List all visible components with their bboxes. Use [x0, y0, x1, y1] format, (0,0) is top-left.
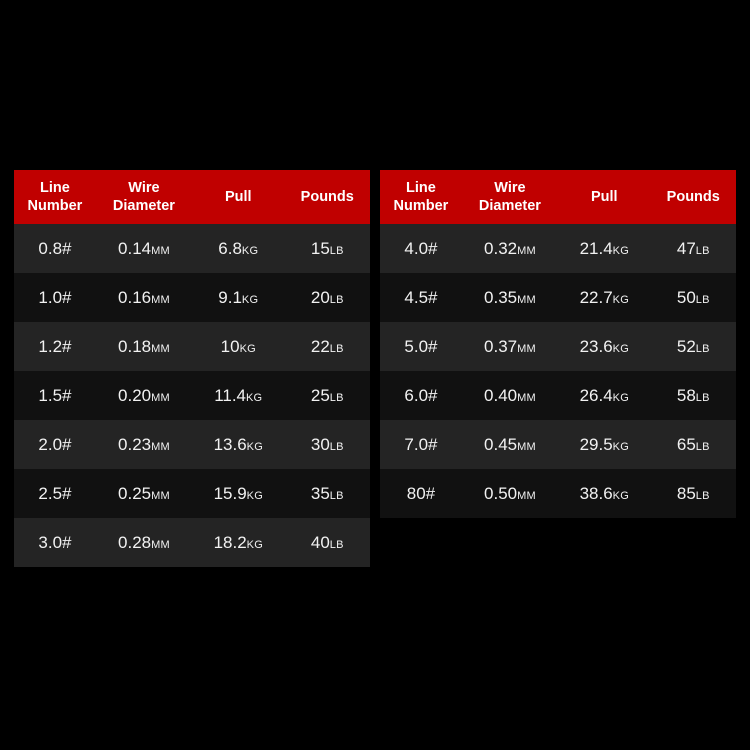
unit: MM	[517, 244, 536, 257]
unit: KG	[612, 244, 629, 257]
cell-pull	[192, 322, 285, 371]
cell-wire-diameter	[462, 273, 558, 322]
value: 52	[676, 336, 696, 356]
table-body-left	[14, 224, 370, 567]
value: 0.32	[484, 238, 518, 258]
value: 11.4	[214, 385, 247, 405]
value: 25	[310, 385, 330, 405]
value: 15.9	[213, 483, 247, 503]
cell-pounds	[285, 322, 370, 371]
table-row	[14, 273, 370, 322]
cell-line-number: 1.2#	[14, 322, 96, 371]
value: 0.45	[484, 434, 518, 454]
value: 20	[310, 287, 330, 307]
cell-pounds	[651, 224, 736, 273]
cell-line-number: 2.5#	[14, 469, 96, 518]
cell-wire-diameter	[96, 322, 192, 371]
unit: MM	[517, 391, 536, 404]
unit: KG	[612, 489, 629, 502]
cell-wire-diameter	[96, 518, 192, 567]
value: 0.25	[118, 483, 152, 503]
value: 0.40	[484, 385, 518, 405]
value: 35	[310, 483, 330, 503]
unit: LB	[329, 342, 344, 355]
value: 23.6	[579, 336, 613, 356]
line-spec-table-right	[380, 170, 736, 567]
empty-cell	[651, 518, 736, 567]
value: 29.5	[579, 434, 613, 454]
value: 9.1	[218, 287, 242, 307]
unit: KG	[246, 489, 263, 502]
cell-pounds	[285, 371, 370, 420]
header-pull: Pull	[192, 170, 285, 224]
cell-pull	[558, 469, 651, 518]
cell-line-number: 2.0#	[14, 420, 96, 469]
cell-line-number: 3.0#	[14, 518, 96, 567]
unit: LB	[329, 244, 344, 257]
cell-pounds	[651, 469, 736, 518]
cell-wire-diameter	[96, 273, 192, 322]
unit: LB	[695, 391, 710, 404]
value: 6.8	[218, 238, 242, 258]
cell-pull	[192, 469, 285, 518]
cell-wire-diameter	[462, 371, 558, 420]
cell-line-number: 80#	[380, 469, 462, 518]
cell-pounds	[285, 273, 370, 322]
table-header-right	[380, 170, 736, 224]
header-pull: Pull	[558, 170, 651, 224]
unit: LB	[695, 342, 710, 355]
unit: MM	[151, 440, 170, 453]
table-row	[380, 224, 736, 273]
table-row	[14, 371, 370, 420]
empty-cell	[380, 518, 462, 567]
value: 0.35	[484, 287, 518, 307]
value: 38.6	[579, 483, 613, 503]
unit: KG	[246, 440, 263, 453]
cell-wire-diameter	[462, 224, 558, 273]
unit: MM	[151, 391, 170, 404]
cell-wire-diameter	[462, 420, 558, 469]
unit: KG	[239, 342, 256, 355]
table-row	[380, 322, 736, 371]
cell-wire-diameter	[96, 469, 192, 518]
unit: LB	[695, 293, 710, 306]
header-pounds: Pounds	[285, 170, 370, 224]
value: 0.50	[484, 483, 518, 503]
unit: MM	[151, 538, 170, 551]
cell-pounds	[651, 322, 736, 371]
cell-line-number: 7.0#	[380, 420, 462, 469]
header-row	[380, 170, 736, 224]
unit: KG	[612, 342, 629, 355]
unit: KG	[612, 391, 629, 404]
value: 47	[676, 238, 696, 258]
unit: MM	[151, 489, 170, 502]
unit: MM	[517, 440, 536, 453]
value: 15	[310, 238, 330, 258]
value: 30	[310, 434, 330, 454]
cell-pounds	[651, 420, 736, 469]
value: 0.18	[118, 336, 152, 356]
value: 65	[676, 434, 696, 454]
value: 21.4	[579, 238, 613, 258]
cell-line-number: 1.0#	[14, 273, 96, 322]
value: 58	[676, 385, 696, 405]
header-line-number: Line Number	[14, 170, 96, 224]
cell-line-number: 0.8#	[14, 224, 96, 273]
value: 85	[676, 483, 696, 503]
cell-line-number: 4.5#	[380, 273, 462, 322]
value: 13.6	[213, 434, 247, 454]
cell-pounds	[285, 518, 370, 567]
header-pounds: Pounds	[651, 170, 736, 224]
unit: LB	[329, 489, 344, 502]
spec-tables-container	[14, 170, 736, 567]
unit: LB	[329, 293, 344, 306]
cell-line-number: 4.0#	[380, 224, 462, 273]
value: 0.20	[118, 385, 152, 405]
unit: LB	[695, 244, 710, 257]
value: 0.23	[118, 434, 152, 454]
cell-line-number: 5.0#	[380, 322, 462, 371]
table-row	[380, 420, 736, 469]
unit: MM	[151, 244, 170, 257]
table-row	[380, 371, 736, 420]
value: 18.2	[213, 532, 247, 552]
unit: KG	[612, 440, 629, 453]
value: 0.37	[484, 336, 518, 356]
unit: MM	[517, 342, 536, 355]
header-wire-diameter: Wire Diameter	[96, 170, 192, 224]
table-row	[14, 469, 370, 518]
table-row-empty	[380, 518, 736, 567]
header-line-number: Line Number	[380, 170, 462, 224]
unit: LB	[695, 440, 710, 453]
table-row	[14, 322, 370, 371]
unit: KG	[612, 293, 629, 306]
value: 0.14	[118, 238, 152, 258]
cell-wire-diameter	[462, 469, 558, 518]
cell-pounds	[651, 273, 736, 322]
table-row	[380, 469, 736, 518]
cell-pounds	[285, 420, 370, 469]
cell-wire-diameter	[96, 224, 192, 273]
table-row	[14, 224, 370, 273]
cell-wire-diameter	[462, 322, 558, 371]
unit: LB	[329, 538, 344, 551]
cell-pounds	[651, 371, 736, 420]
right-table-block	[380, 170, 736, 567]
value: 0.28	[118, 532, 152, 552]
cell-pull	[558, 273, 651, 322]
cell-line-number: 6.0#	[380, 371, 462, 420]
value: 40	[310, 532, 330, 552]
cell-pull	[558, 224, 651, 273]
value: 0.16	[118, 287, 152, 307]
unit: MM	[517, 293, 536, 306]
unit: LB	[695, 489, 710, 502]
value: 10	[220, 336, 240, 356]
empty-cell	[462, 518, 558, 567]
empty-cell	[558, 518, 651, 567]
cell-pull	[558, 322, 651, 371]
table-body-right	[380, 224, 736, 567]
cell-pull	[192, 371, 285, 420]
table-row	[14, 420, 370, 469]
line-spec-table-left	[14, 170, 370, 567]
table-row	[380, 273, 736, 322]
unit: KG	[246, 538, 263, 551]
cell-pull	[192, 224, 285, 273]
cell-wire-diameter	[96, 420, 192, 469]
unit: KG	[241, 244, 259, 257]
value: 22	[310, 336, 330, 356]
header-wire-diameter: Wire Diameter	[462, 170, 558, 224]
unit: KG	[241, 293, 259, 306]
unit: KG	[246, 391, 263, 404]
cell-pull	[192, 420, 285, 469]
unit: LB	[329, 440, 344, 453]
unit: LB	[329, 391, 344, 404]
value: 26.4	[579, 385, 613, 405]
cell-wire-diameter	[96, 371, 192, 420]
cell-pull	[192, 518, 285, 567]
value: 50	[676, 287, 696, 307]
header-row	[14, 170, 370, 224]
cell-line-number: 1.5#	[14, 371, 96, 420]
cell-pull	[558, 420, 651, 469]
cell-pull	[192, 273, 285, 322]
unit: MM	[151, 342, 170, 355]
cell-pull	[558, 371, 651, 420]
table-row	[14, 518, 370, 567]
left-table-block	[14, 170, 370, 567]
cell-pounds	[285, 469, 370, 518]
value: 22.7	[579, 287, 613, 307]
cell-pounds	[285, 224, 370, 273]
unit: MM	[517, 489, 536, 502]
unit: MM	[151, 293, 170, 306]
table-header-left	[14, 170, 370, 224]
